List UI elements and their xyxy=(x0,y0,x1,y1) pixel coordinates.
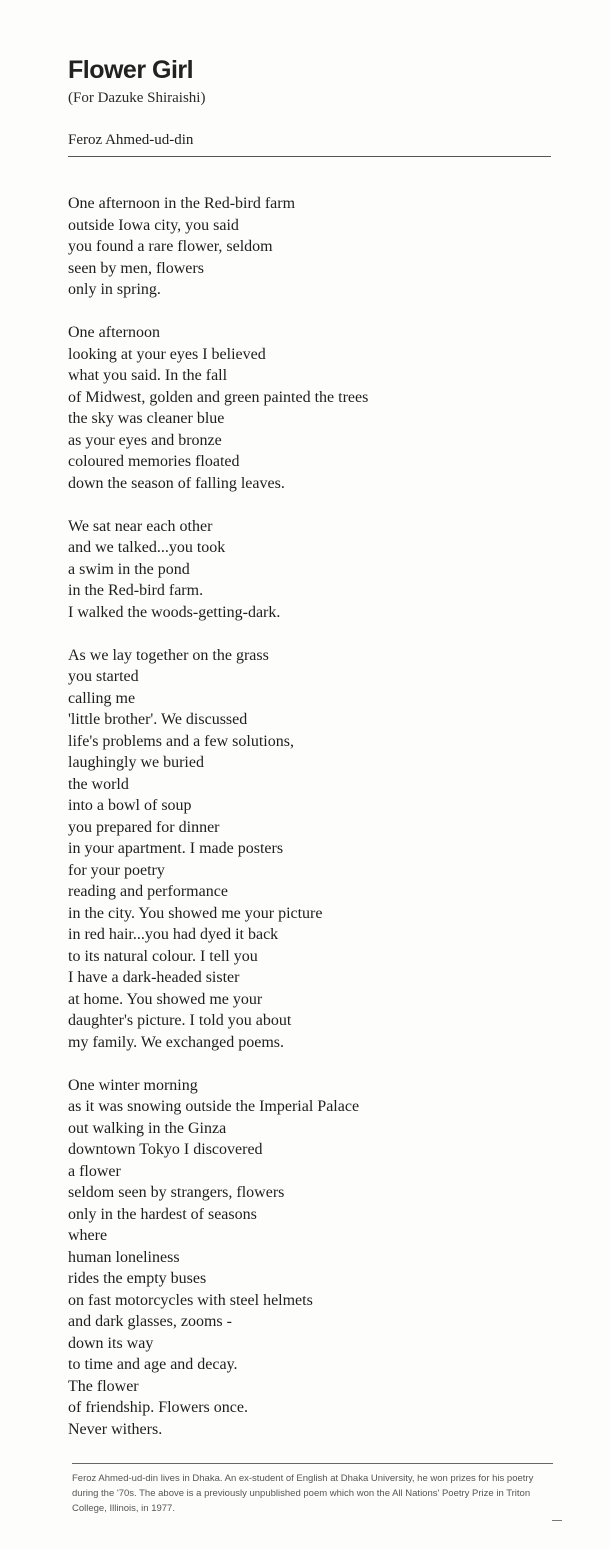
poem-line: in your apartment. I made posters xyxy=(68,840,284,857)
poem-line: and we talked...you took xyxy=(68,539,226,556)
poem-body xyxy=(68,193,558,1462)
stanza xyxy=(68,1075,558,1441)
poem-line: human loneliness xyxy=(68,1248,180,1266)
poem-line: calling me xyxy=(68,689,136,707)
poem-line: into a bowl of soup xyxy=(68,797,192,814)
poem-line: rides the empty buses xyxy=(68,1270,207,1287)
poem-line: the sky was cleaner blue xyxy=(68,410,225,427)
poem-line: 'little brother'. We discussed xyxy=(68,711,248,728)
poem-line: outside Iowa city, you said xyxy=(68,216,239,234)
corner-mark xyxy=(552,1520,562,1521)
poem-line: As we lay together on the grass xyxy=(68,646,269,664)
poem-line: laughingly we buried xyxy=(68,754,204,771)
stanza xyxy=(68,516,558,624)
poem-line: my family. We exchanged poems. xyxy=(68,1033,284,1051)
poem-line: One winter morning xyxy=(68,1076,198,1094)
poem-line: looking at your eyes I believed xyxy=(68,345,266,363)
poem-line: where xyxy=(68,1227,108,1244)
poem-line: for your poetry xyxy=(68,861,165,879)
poem-line: a flower xyxy=(68,1162,121,1180)
poem-line: seen by men, flowers xyxy=(68,259,204,277)
poem-line: of friendship. Flowers once. xyxy=(68,1399,248,1416)
poem-line: seldom seen by strangers, flowers xyxy=(68,1184,285,1201)
poem-line: to its natural colour. I tell you xyxy=(68,947,258,965)
poem-line: coloured memories floated xyxy=(68,453,240,470)
poem-line: to time and age and decay. xyxy=(68,1356,238,1373)
poem-line: out walking in the Ginza xyxy=(68,1119,227,1137)
poem-line: only in the hardest of seasons xyxy=(68,1205,257,1223)
poem-line: only in spring. xyxy=(68,281,161,298)
poem-line: a swim in the pond xyxy=(68,560,190,578)
poem-line: of Midwest, golden and green painted the trees xyxy=(68,388,369,406)
author-name: Feroz Ahmed-ud-din xyxy=(68,132,194,148)
poem-line: you started xyxy=(68,668,139,685)
poem-line: you found a rare flower, seldom xyxy=(68,238,273,255)
stanza xyxy=(68,193,558,301)
poem-line: One afternoon in the Red-bird farm xyxy=(68,195,296,212)
poem-line: down its way xyxy=(68,1334,154,1352)
author-footnote: Feroz Ahmed-ud-din lives in Dhaka. An ex-student of English at Dhaka University, he won prizes for his poetry during the '70s. The above is a previously unpublished poem which won the All Nations' Poetry Prize in Triton College, Illinois, in 1977. xyxy=(72,1473,534,1514)
poem-line: and dark glasses, zooms - xyxy=(68,1313,232,1330)
poem-line: Never withers. xyxy=(68,1420,163,1438)
poem-line: on fast motorcycles with steel helmets xyxy=(68,1291,313,1309)
poem-line: what you said. In the fall xyxy=(68,367,228,384)
stanza xyxy=(68,322,558,494)
poem-title: Flower Girl xyxy=(68,56,194,84)
dedication: (For Dazuke Shiraishi) xyxy=(68,90,206,106)
poem-line: We sat near each other xyxy=(68,517,213,535)
poem-line: downtown Tokyo I discovered xyxy=(68,1141,263,1158)
poem-line: in the city. You showed me your picture xyxy=(68,904,323,922)
poem-line: in the Red-bird farm. xyxy=(68,582,204,599)
poem-line: you prepared for dinner xyxy=(68,818,220,836)
poem-line: the world xyxy=(68,775,129,793)
poem-line: at home. You showed me your xyxy=(68,990,263,1008)
poem-line: in red hair...you had dyed it back xyxy=(68,926,279,943)
poem-line: One afternoon xyxy=(68,324,160,341)
header-divider xyxy=(68,156,551,157)
poem-line: as your eyes and bronze xyxy=(68,431,222,449)
poem-line: I walked the woods-getting-dark. xyxy=(68,603,281,621)
footnote-divider xyxy=(72,1463,553,1464)
poem-line: down the season of falling leaves. xyxy=(68,474,285,492)
stanza xyxy=(68,645,558,1054)
poem-line: The flower xyxy=(68,1377,139,1395)
poem-line: life's problems and a few solutions, xyxy=(68,732,294,750)
poem-line: as it was snowing outside the Imperial Palace xyxy=(68,1098,360,1115)
poem-line: reading and performance xyxy=(68,883,228,900)
poem-line: I have a dark-headed sister xyxy=(68,969,240,986)
poem-line: daughter's picture. I told you about xyxy=(68,1012,292,1029)
